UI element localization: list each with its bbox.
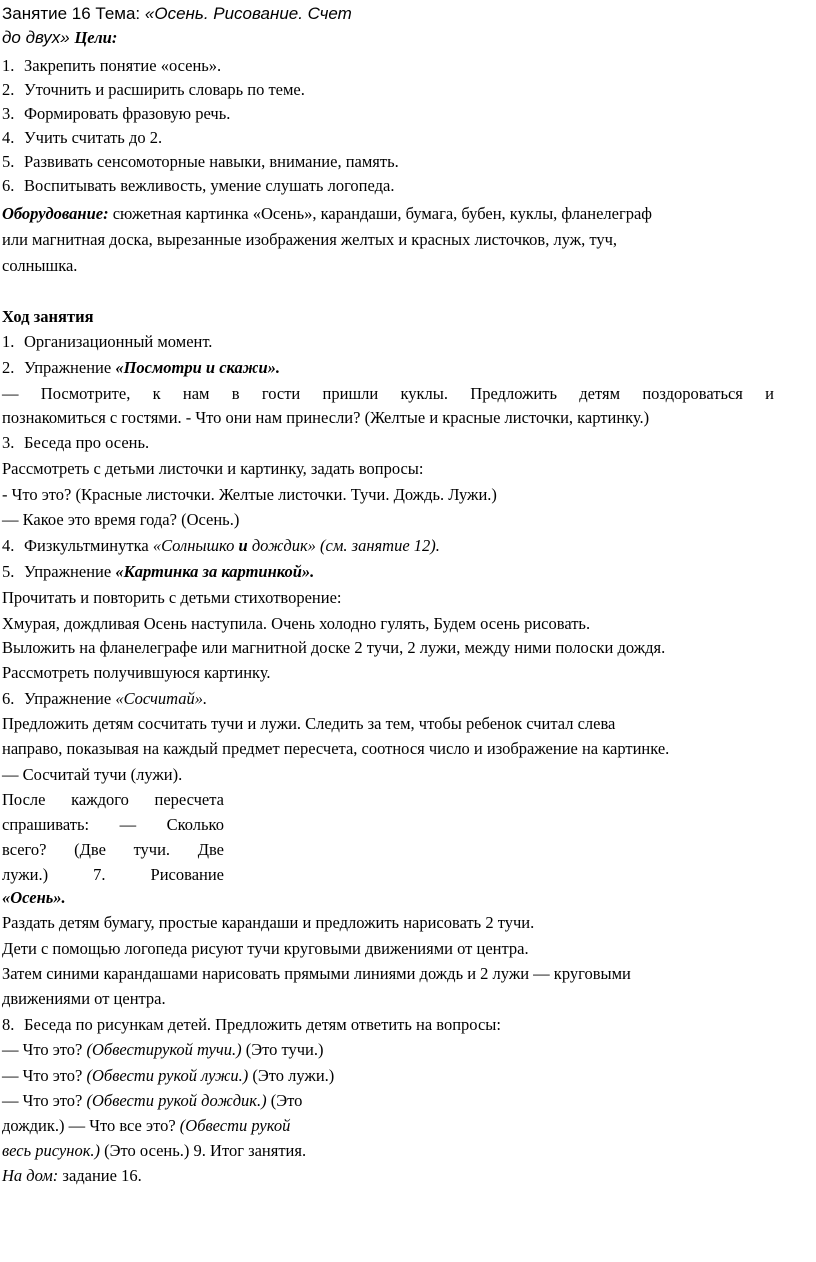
text-line: — Какое это время года? (Осень.) (2, 510, 240, 529)
text-line: Рассмотреть получившуюся картинку. (2, 663, 271, 682)
question-line: — Что это? (Обвестирукой тучи.) (Это тучи.) (2, 1040, 324, 1059)
goal-item: 3. Формировать фразовую речь. (2, 104, 231, 123)
question-line: — Что это? (Обвести рукой дождик.) (Это (2, 1091, 303, 1110)
exercise-name: «Посмотри и скажи». (115, 358, 280, 377)
header-line-2 (2, 28, 117, 48)
goal-item: 5. Развивать сенсомоторные навыки, внимание, память. (2, 152, 399, 171)
equipment-label: Оборудование: (2, 204, 109, 223)
text-line: — Сосчитай тучи (лужи). (2, 765, 183, 784)
goal-item: 4. Учить считать до 2. (2, 128, 163, 147)
course-heading: Ход занятия (2, 307, 94, 326)
text-line: Затем синими карандашами нарисовать прямыми линиями дождь и 2 лужи — круговыми (2, 964, 631, 983)
equipment-line: солнышка. (2, 256, 78, 275)
goal-item: 6. Воспитывать вежливость, умение слушать логопеда. (2, 176, 395, 195)
exercise-name: «Осень». (2, 888, 66, 907)
goal-item: 1. Закрепить понятие «осень». (2, 56, 222, 75)
homework-label: На дом: (2, 1166, 59, 1185)
lesson-title: Занятие 16 Тема: (2, 4, 145, 23)
text-line: движениями от центра. (2, 989, 166, 1008)
lesson-topic: «Осень. Рисование. Счет (144, 4, 352, 23)
step-8: 8. Беседа по рисункам детей. Предложить детям ответить на вопросы: (2, 1015, 501, 1034)
text-line: Рассмотреть с детьми листочки и картинку, задать вопросы: (2, 459, 424, 478)
equipment-line: Оборудование: сюжетная картинка «Осень», карандаши, бумага, бубен, куклы, фланелеграф (2, 204, 652, 223)
lesson-topic-end: до двух» (2, 28, 75, 47)
text-line: лужи.) 7. Рисование (2, 865, 224, 884)
poem-line: Хмурая, дождливая Осень наступила. Очень холодно гулять, Будем осень рисовать. (2, 614, 591, 633)
equipment-line: или магнитная доска, вырезанные изображения желтых и красных листочков, луж, туч, (2, 230, 618, 249)
question-line: дождик.) — Что все это? (Обвести рукой (2, 1116, 291, 1135)
question-line: весь рисунок.) (Это осень.) 9. Итог занятия. (2, 1141, 307, 1160)
text-line: Прочитать и повторить с детьми стихотворение: (2, 588, 342, 607)
text-line: всего? (Две тучи. Две (2, 840, 224, 859)
exercise-name: «Картинка за картинкой». (115, 562, 315, 581)
text-line: - Что это? (Красные листочки. Желтые листочки. Тучи. Дождь. Лужи.) (2, 485, 497, 504)
step-1: 1. Организационный момент. (2, 332, 213, 351)
goals-heading: Цели: (74, 28, 118, 47)
question-line: — Что это? (Обвести рукой лужи.) (Это лужи.) (2, 1066, 335, 1085)
header-line-1 (2, 4, 352, 24)
text-line: спрашивать: — Сколько (2, 815, 224, 834)
text-line: — Посмотрите, к нам в гости пришли куклы. Предложить детям поздороваться и (2, 384, 774, 403)
step-3: 3. Беседа про осень. (2, 433, 150, 452)
exercise-name: «Сосчитай». (115, 689, 208, 708)
step-4: 4. Физкультминутка «Солнышко и дождик» (см. занятие 12). (2, 536, 440, 555)
text-line: Выложить на фланелеграфе или магнитной доске 2 тучи, 2 лужи, между ними полоски дождя. (2, 638, 666, 657)
homework-line: На дом: задание 16. (2, 1166, 142, 1185)
text-line: После каждого пересчета (2, 790, 224, 809)
text-line: познакомиться с гостями. - Что они нам принесли? (Желтые и красные листочки, картинку.) (2, 408, 650, 427)
step-2: 2. Упражнение «Посмотри и скажи». (2, 358, 280, 377)
step-5: 5. Упражнение «Картинка за картинкой». (2, 562, 315, 581)
text-line: Дети с помощью логопеда рисуют тучи круговыми движениями от центра. (2, 939, 529, 958)
goal-item: 2. Уточнить и расширить словарь по теме. (2, 80, 305, 99)
text-line: Предложить детям сосчитать тучи и лужи. Следить за тем, чтобы ребенок считал слева (2, 714, 616, 733)
text-line: Раздать детям бумагу, простые карандаши и предложить нарисовать 2 тучи. (2, 913, 535, 932)
text-line: направо, показывая на каждый предмет пересчета, соотнося число и изображение на картинке. (2, 739, 670, 758)
step-6: 6. Упражнение «Сосчитай». (2, 689, 208, 708)
